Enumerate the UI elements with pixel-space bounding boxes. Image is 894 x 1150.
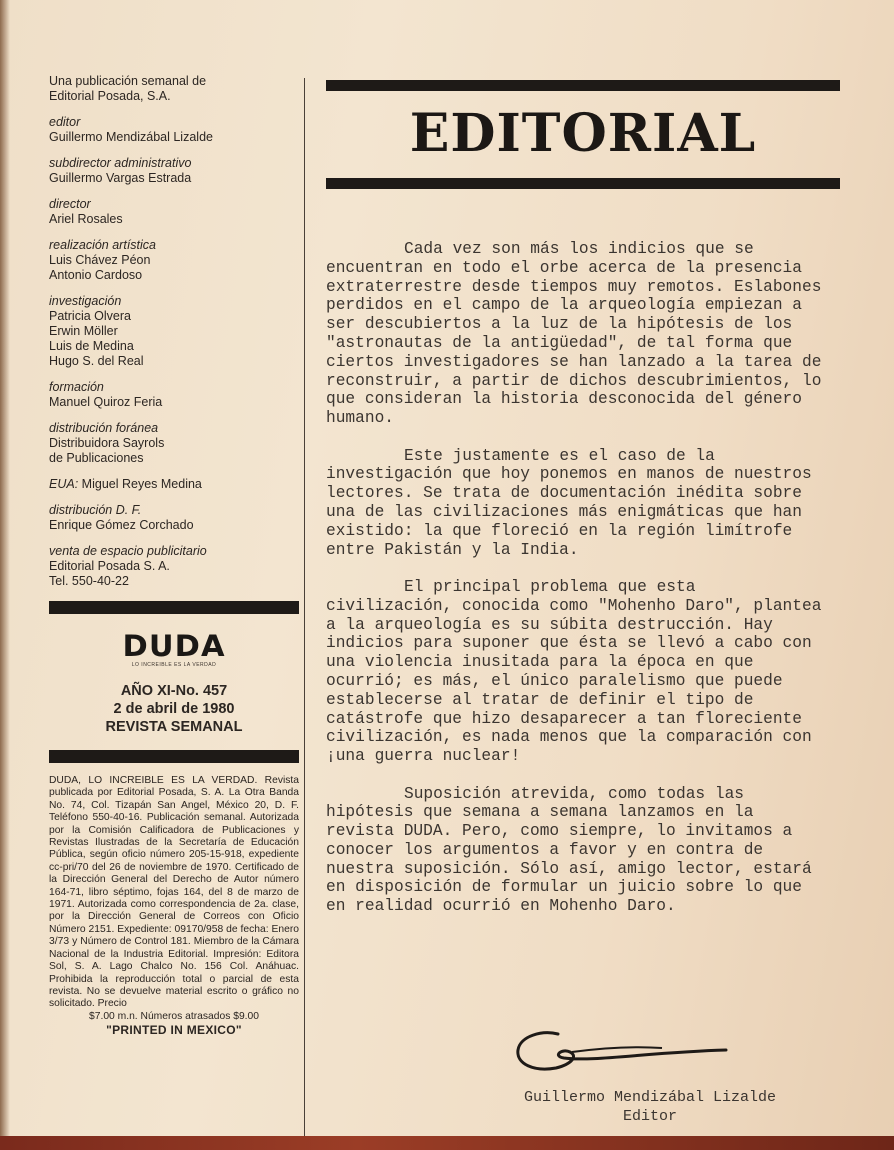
page-bottom-edge xyxy=(0,1136,894,1150)
credit-block xyxy=(49,156,299,186)
credit-name: Guillermo Mendizábal Lizalde xyxy=(49,130,213,144)
editorial-signer xyxy=(480,1088,820,1126)
credit-name: Hugo S. del Real xyxy=(49,354,144,368)
legal-notice: DUDA, LO INCREIBLE ES LA VERDAD. Revista publicada por Editorial Posada, S. A. La Otra Banda No. 74, Col. Tizapán San Angel, México 20, D. F. Teléfono 550-40-16. Publicación semanal. Autorizada por la Comisión Calificadora de Publicaciones y Revistas Ilustradas de la Secretaría de Educación Pública, según oficio número 205-15-918, expediente cc-pri/70 del 26 de noviembre de 1970. Certificado de la Dirección General del Derecho de Autor número 164-71, libro séptimo, fojas 164, del 8 de marzo de 1971. Autorizada como correspondencia de 2a. clase, por la Dirección General de Correos con Oficio Número 2151. Expediente: 09170/958 de fecha: Enero 3/73 y Número de Control 181. Miembro de la Cámara Nacional de la Industria Editorial. Impresión: Editora Sol, S. A. Lago Chalco No. 156 Col. Anáhuac. Prohibida la reproducción total o parcial de esta revista. No se devuelve material escrito o gráfico no solicitado. Precio xyxy=(49,775,299,1010)
logo-wordmark: DUDA xyxy=(122,629,226,663)
credit-name: de Publicaciones xyxy=(49,451,144,465)
editorial-paragraph: El principal problema que esta civilización, conocida como "Mohenho Daro", plantea a la arqueología es su súbita destrucción. Hay indicios para suponer que ésta se llevó a cabo con una violencia inusitada para la época en que ocurrió; es más, el único paralelismo que puede establecerse al tratar de definir el tipo de catástrofe que hizo desaparecer a tan floreciente civilización, es nada menos que la comparación con ¡una guerra nuclear! xyxy=(326,577,822,766)
issue-date: 2 de abril de 1980 xyxy=(113,701,235,717)
issue-info xyxy=(49,682,299,736)
credit-name: Luis Chávez Péon xyxy=(49,253,151,267)
credit-role: distribución D. F. xyxy=(49,503,142,517)
credit-name: Tel. 550-40-22 xyxy=(49,574,129,588)
credit-block xyxy=(49,115,299,145)
printed-in-mexico: "PRINTED IN MEXICO" xyxy=(106,1023,242,1038)
credit-name: Erwin Möller xyxy=(49,324,118,338)
credit-name: Luis de Medina xyxy=(49,339,134,353)
editorial-body xyxy=(326,240,826,935)
page-edge-shadow xyxy=(0,0,10,1150)
masthead-black-bar xyxy=(49,601,299,614)
credit-role: editor xyxy=(49,115,81,129)
credit-name: Distribuidora Sayrols xyxy=(49,436,165,450)
credit-block xyxy=(49,503,299,533)
credit-name: Antonio Cardoso xyxy=(49,268,143,282)
masthead-column xyxy=(49,74,299,1037)
credit-role: EUA: xyxy=(49,477,79,491)
credit-name: Ariel Rosales xyxy=(49,212,123,226)
credit-role: investigación xyxy=(49,294,122,308)
credit-name: Guillermo Vargas Estrada xyxy=(49,171,192,185)
handwritten-signature xyxy=(512,1022,732,1082)
credit-name: Editorial Posada S. A. xyxy=(49,559,170,573)
credit-role: realización artística xyxy=(49,238,156,252)
credit-block xyxy=(49,238,299,283)
signer-name: Guillermo Mendizábal Lizalde xyxy=(523,1089,777,1106)
credit-name: Miguel Reyes Medina xyxy=(81,477,202,491)
credit-name: Patricia Olvera xyxy=(49,309,131,323)
logo-tagline: LO INCREIBLE ES LA VERDAD xyxy=(131,662,217,668)
issue-number: AÑO XI-No. 457 xyxy=(120,683,228,699)
headline-rule-bottom xyxy=(326,178,840,189)
column-divider xyxy=(304,78,305,1138)
credit-block xyxy=(49,380,299,410)
editorial-paragraph: Este justamente es el caso de la investigación que hoy ponemos en manos de nuestros lectores. Se trata de documentación inédita sobre una de las civilizaciones más enigmáticas que han existido: la que floreció en la región limítrofe entre Pakistán y la India. xyxy=(326,446,812,559)
price-line: $7.00 m.n. Números atrasados $9.00 xyxy=(89,1010,259,1022)
editorial-paragraph: Cada vez son más los indicios que se encuentran en todo el orbe acerca de la presencia extraterrestre desde tiempos muy remotos. Eslabones perdidos en el campo de la arqueología empiezan a ser descubiertos a la luz de la hipótesis de los "astronautas de la antigüedad", de tal forma que ciertos investigadores se han lanzado a la tarea de reconstruir, a partir de dichos descubrimientos, lo que consideran la historia desconocida del género humano. xyxy=(326,240,822,428)
editorial-headline: EDITORIAL xyxy=(409,103,757,164)
credit-block xyxy=(49,197,299,227)
credit-role: director xyxy=(49,197,91,211)
duda-logo xyxy=(49,629,299,668)
credit-role: distribución foránea xyxy=(49,421,159,435)
credit-eua xyxy=(49,477,299,492)
headline-rule-top xyxy=(326,80,840,91)
issue-frequency: REVISTA SEMANAL xyxy=(105,719,243,735)
credit-role: venta de espacio publicitario xyxy=(49,544,207,558)
masthead-black-bar-2 xyxy=(49,750,299,763)
credit-block xyxy=(49,544,299,589)
credits-list-2 xyxy=(49,503,299,589)
editorial-paragraph: Suposición atrevida, como todas las hipótesis que semana a semana lanzamos en la revista DUDA. Pero, como siempre, lo invitamos a conocer los argumentos a favor y en contra de nuestra suposición. Sólo así, amigo lector, estará en disposición de formular un juicio sobre lo que en realidad ocurrió en Mohenho Daro. xyxy=(326,784,812,916)
credit-block xyxy=(49,421,299,466)
signer-title: Editor xyxy=(622,1108,677,1125)
publisher-line: Una publicación semanal de Editorial Posada, S.A. xyxy=(49,74,207,103)
credit-role: subdirector administrativo xyxy=(49,156,192,170)
credit-name: Enrique Gómez Corchado xyxy=(49,518,194,532)
credit-role: formación xyxy=(49,380,104,394)
credit-block xyxy=(49,294,299,369)
credit-name: Manuel Quiroz Feria xyxy=(49,395,163,409)
credits-list xyxy=(49,115,299,466)
